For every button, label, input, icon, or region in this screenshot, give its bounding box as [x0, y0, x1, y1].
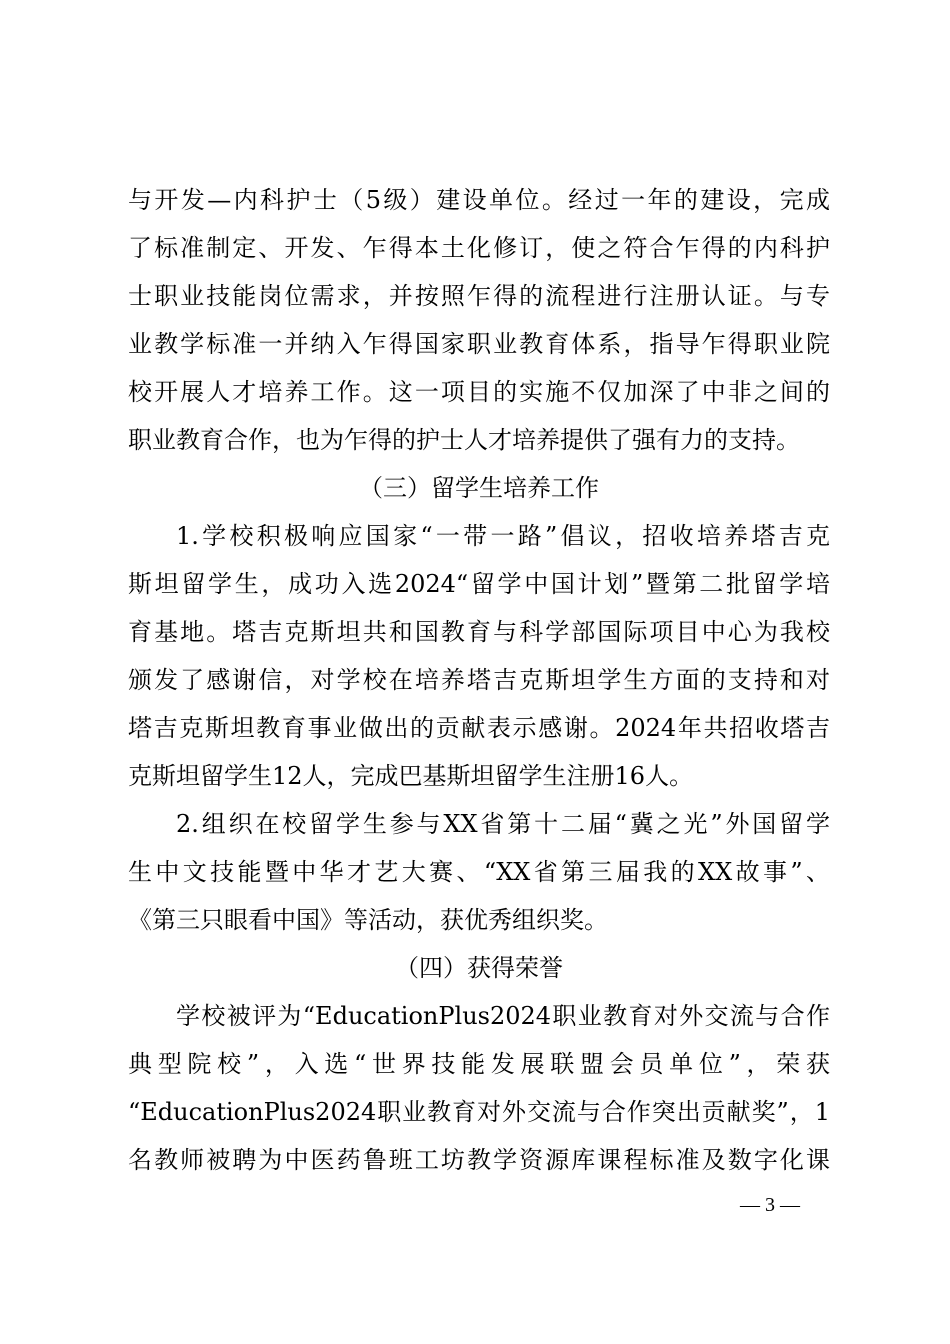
text-line: 1.学校积极响应国家“一带一路”倡议，招收培养塔吉克: [176, 522, 830, 550]
section-heading-honors: （四）获得荣誉: [395, 954, 563, 982]
paragraph-honors: [128, 992, 830, 1184]
text-line: 典型院校”，入选“世界技能发展联盟会员单位”，荣获: [128, 1050, 830, 1078]
paragraph-nursing-standard: [128, 176, 830, 464]
paragraph-item-1: [128, 512, 830, 800]
text-line: 校开展人才培养工作。这一项目的实施不仅加深了中非之间的: [128, 378, 830, 406]
text-line: 斯坦留学生，成功入选2024“留学中国计划”暨第二批留学培: [128, 570, 830, 598]
body-text: [128, 176, 830, 1184]
text-line: 生中文技能暨中华才艺大赛、“XX省第三届我的XX故事”、: [128, 858, 830, 886]
text-line: “EducationPlus2024职业教育对外交流与合作突出贡献奖”，1: [128, 1098, 830, 1126]
text-line: 育基地。塔吉克斯坦共和国教育与科学部国际项目中心为我校: [128, 618, 830, 646]
text-line: 颁发了感谢信，对学校在培养塔吉克斯坦学生方面的支持和对: [128, 666, 830, 694]
text-line: 了标准制定、开发、乍得本土化修订，使之符合乍得的内科护: [128, 234, 830, 262]
text-line: 士职业技能岗位需求，并按照乍得的流程进行注册认证。与专: [128, 282, 830, 310]
text-line: 职业教育合作，也为乍得的护士人才培养提供了强有力的支持。: [128, 426, 800, 454]
page-number: — 3 —: [740, 1194, 800, 1216]
text-line: 塔吉克斯坦教育事业做出的贡献表示感谢。2024年共招收塔吉: [128, 714, 830, 742]
text-line: 克斯坦留学生12人，完成巴基斯坦留学生注册16人。: [128, 762, 694, 790]
text-line: 名教师被聘为中医药鲁班工坊教学资源库课程标准及数字化课: [128, 1146, 830, 1174]
text-line: 与开发—内科护士（5级）建设单位。经过一年的建设，完成: [128, 186, 830, 214]
text-line: 学校被评为“EducationPlus2024职业教育对外交流与合作: [176, 1002, 830, 1030]
paragraph-item-2: [128, 800, 830, 944]
section-heading-international-students: （三）留学生培养工作: [359, 474, 599, 502]
text-line: 2.组织在校留学生参与XX省第十二届“冀之光”外国留学: [176, 810, 830, 838]
text-line: 《第三只眼看中国》等活动，获优秀组织奖。: [128, 906, 608, 934]
text-line: 业教学标准一并纳入乍得国家职业教育体系，指导乍得职业院: [128, 330, 830, 358]
